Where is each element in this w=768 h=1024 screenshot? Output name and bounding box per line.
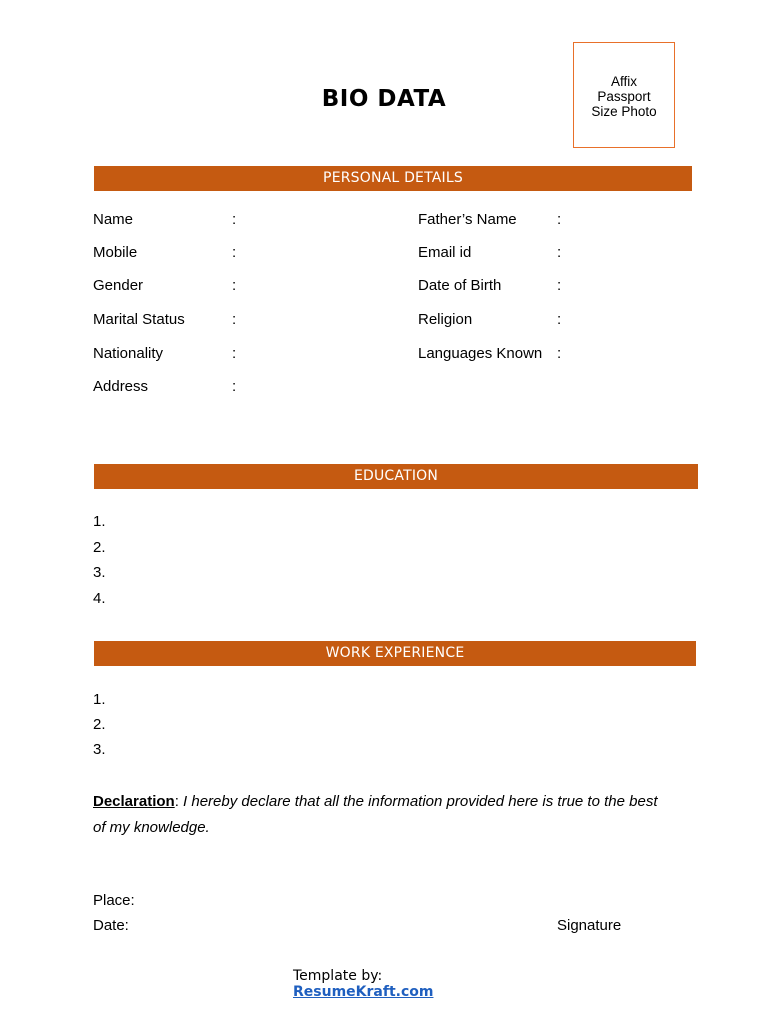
signature-label: Signature [557, 917, 622, 934]
field-colon: : [557, 311, 562, 328]
field-label-nationality: Nationality [93, 345, 164, 362]
resumekraft-link[interactable]: ResumeKraft.com [293, 984, 434, 1000]
education-list-item: 1. [93, 513, 106, 530]
field-colon: : [232, 277, 237, 294]
field-label-date-of-birth: Date of Birth [418, 277, 502, 294]
page-title: BIO DATA [321, 86, 447, 112]
date-label: Date: [93, 917, 129, 934]
declaration-label: Declaration [93, 793, 175, 810]
photo-box-line-1: Affix [610, 74, 637, 89]
declaration-text: I hereby declare that all the information provided here is true to the best of my knowledge. [93, 793, 658, 836]
declaration-separator: : [174, 793, 179, 810]
field-label-address: Address [93, 378, 149, 395]
field-colon: : [557, 244, 562, 261]
section-header-personal-details: PERSONAL DETAILS [94, 166, 692, 191]
passport-photo-box [573, 42, 675, 148]
work-list-item: 2. [93, 716, 106, 733]
field-label-name: Name [93, 211, 134, 228]
template-credit [293, 968, 433, 1000]
field-colon: : [232, 211, 237, 228]
field-colon: : [557, 345, 562, 362]
work-list-item: 3. [93, 741, 106, 758]
education-list-item: 4. [93, 590, 106, 607]
field-colon: : [232, 345, 237, 362]
work-list-item: 1. [93, 691, 106, 708]
section-header-education: EDUCATION [94, 464, 698, 489]
field-label-mobile: Mobile [93, 244, 138, 261]
field-label-gender: Gender [93, 277, 144, 294]
field-colon: : [232, 244, 237, 261]
photo-box-line-2: Passport [597, 89, 651, 104]
field-label-email: Email id [418, 244, 472, 261]
photo-box-line-3: Size Photo [591, 104, 657, 119]
field-label-fathers-name: Father’s Name [418, 211, 517, 228]
field-label-marital-status: Marital Status [93, 311, 185, 328]
field-colon: : [232, 311, 237, 328]
education-list-item: 3. [93, 564, 106, 581]
template-credit-label: Template by: [293, 968, 383, 984]
field-label-religion: Religion [418, 311, 473, 328]
field-colon: : [557, 211, 562, 228]
field-colon: : [557, 277, 562, 294]
field-label-languages-known: Languages Known [418, 345, 543, 362]
education-list-item: 2. [93, 539, 106, 556]
declaration-paragraph [93, 789, 673, 841]
section-header-work-experience: WORK EXPERIENCE [94, 641, 696, 666]
field-colon: : [232, 378, 237, 395]
place-label: Place: [93, 892, 135, 909]
